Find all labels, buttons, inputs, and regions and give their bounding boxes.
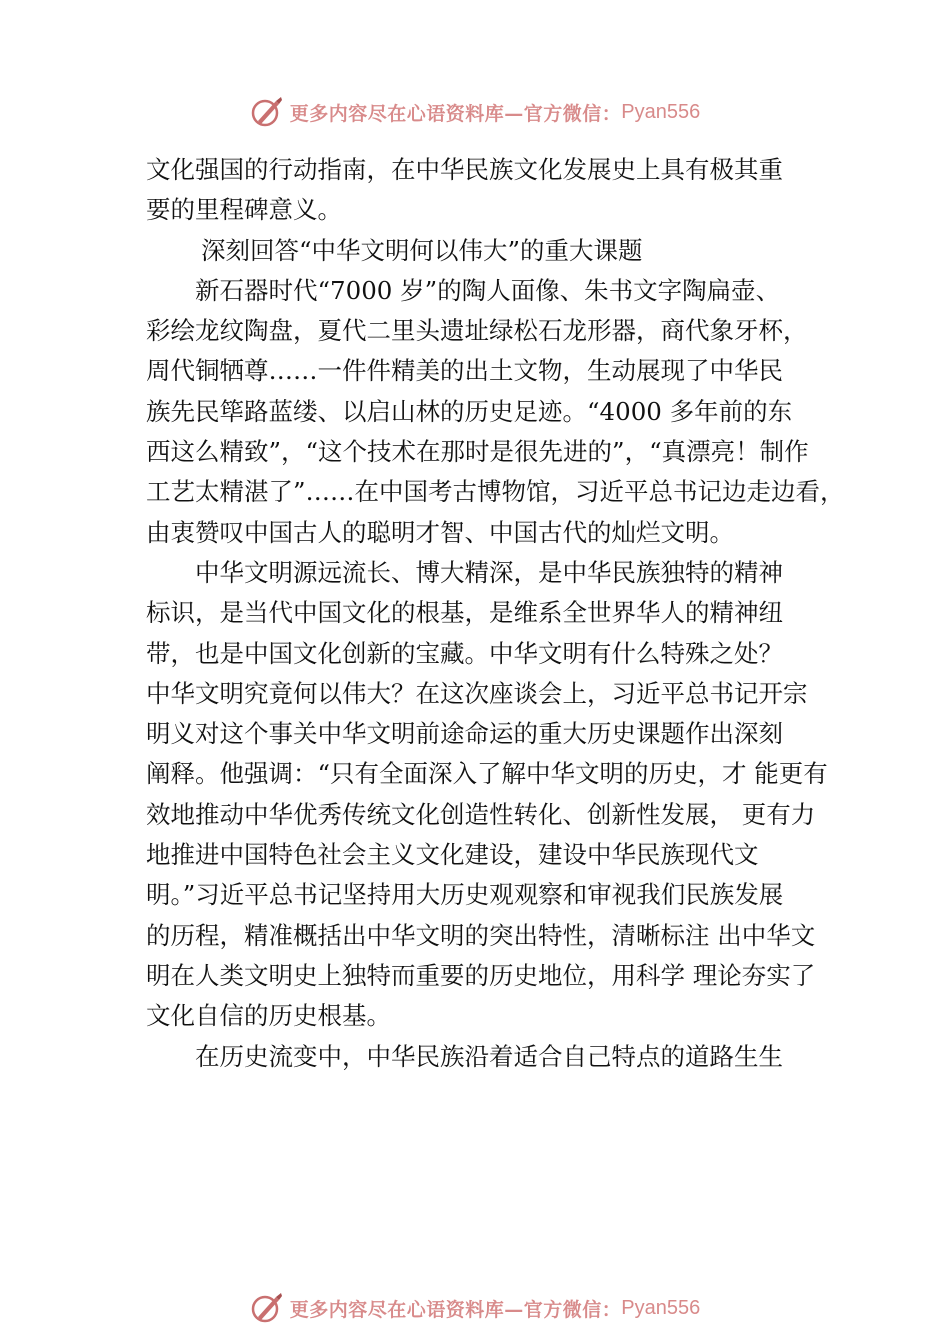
body-line: 在历史流变中，中华民族沿着适合自己特点的道路生生: [195, 1041, 783, 1071]
header-watermark: [0, 92, 950, 132]
body-line: 中华文明源远流长、博大精深，是中华民族独特的精神: [195, 557, 783, 587]
body-line: 族先民筚路蓝缕、以启山林的历史足迹。“4000 多年前的东: [146, 396, 793, 426]
body-line: 文化自信的历史根基。: [146, 1001, 391, 1031]
document-body: [146, 150, 845, 1077]
pen-logo-icon: [250, 95, 284, 129]
body-line: 中华文明究竟何以伟大？在这次座谈会上，习近平总书记开宗: [146, 678, 808, 708]
body-line: 由衷赞叹中国古人的聪明才智、中国古代的灿烂文明。: [146, 517, 734, 547]
body-line: 周代铜牺尊……一件件精美的出土文物，生动展现了中华民: [146, 356, 783, 386]
body-line: 西这么精致”，“这个技术在那时是很先进的”，“真漂亮！制作: [146, 437, 809, 467]
body-line: 明义对这个事关中华文明前途命运的重大历史课题作出深刻: [146, 719, 783, 749]
watermark-text: 更多内容尽在心语资料库—官方微信：: [289, 1298, 622, 1321]
body-line: 工艺太精湛了”……在中国考古博物馆，习近平总书记边走边看，: [146, 477, 845, 507]
watermark-text: 更多内容尽在心语资料库—官方微信：: [289, 102, 622, 125]
body-line: 的历程，精准概括出中华文明的突出特性，清晰标注 出中华文: [146, 920, 816, 950]
body-line: 文化强国的行动指南，在中华民族文化发展史上具有极其重: [146, 155, 783, 184]
body-line: 明在人类文明史上独特而重要的历史地位，用科学 理论夯实了: [146, 960, 816, 990]
body-line: 彩绘龙纹陶盘，夏代二里头遗址绿松石龙形器，商代象牙杯，: [146, 316, 808, 346]
body-line: 明。”习近平总书记坚持用大历史观观察和审视我们民族发展: [146, 880, 784, 910]
watermark-wechat-id: Pyan556: [621, 1296, 701, 1319]
watermark-wechat-id: Pyan556: [621, 100, 701, 123]
body-line: 效地推动中华优秀传统文化创造性转化、创新性发展， 更有力: [146, 799, 816, 829]
body-line: 标识，是当代中国文化的根基，是维系全世界华人的精神纽: [146, 598, 783, 628]
footer-watermark: [0, 1288, 950, 1328]
body-line: 带，也是中国文化创新的宝藏。中华文明有什么特殊之处？: [146, 638, 783, 668]
section-heading: 深刻回答“中华文明何以伟大”的重大课题: [201, 235, 643, 265]
body-line: 要的里程碑意义。: [146, 195, 342, 225]
pen-logo-icon: [250, 1291, 284, 1325]
body-line: 地推进中国特色社会主义文化建设，建设中华民族现代文: [146, 840, 759, 870]
body-line: 新石器时代“7000 岁”的陶人面像、朱书文字陶扁壶、: [195, 275, 781, 305]
body-line: 阐释。他强调：“只有全面深入了解中华文明的历史，才 能更有: [146, 759, 828, 789]
